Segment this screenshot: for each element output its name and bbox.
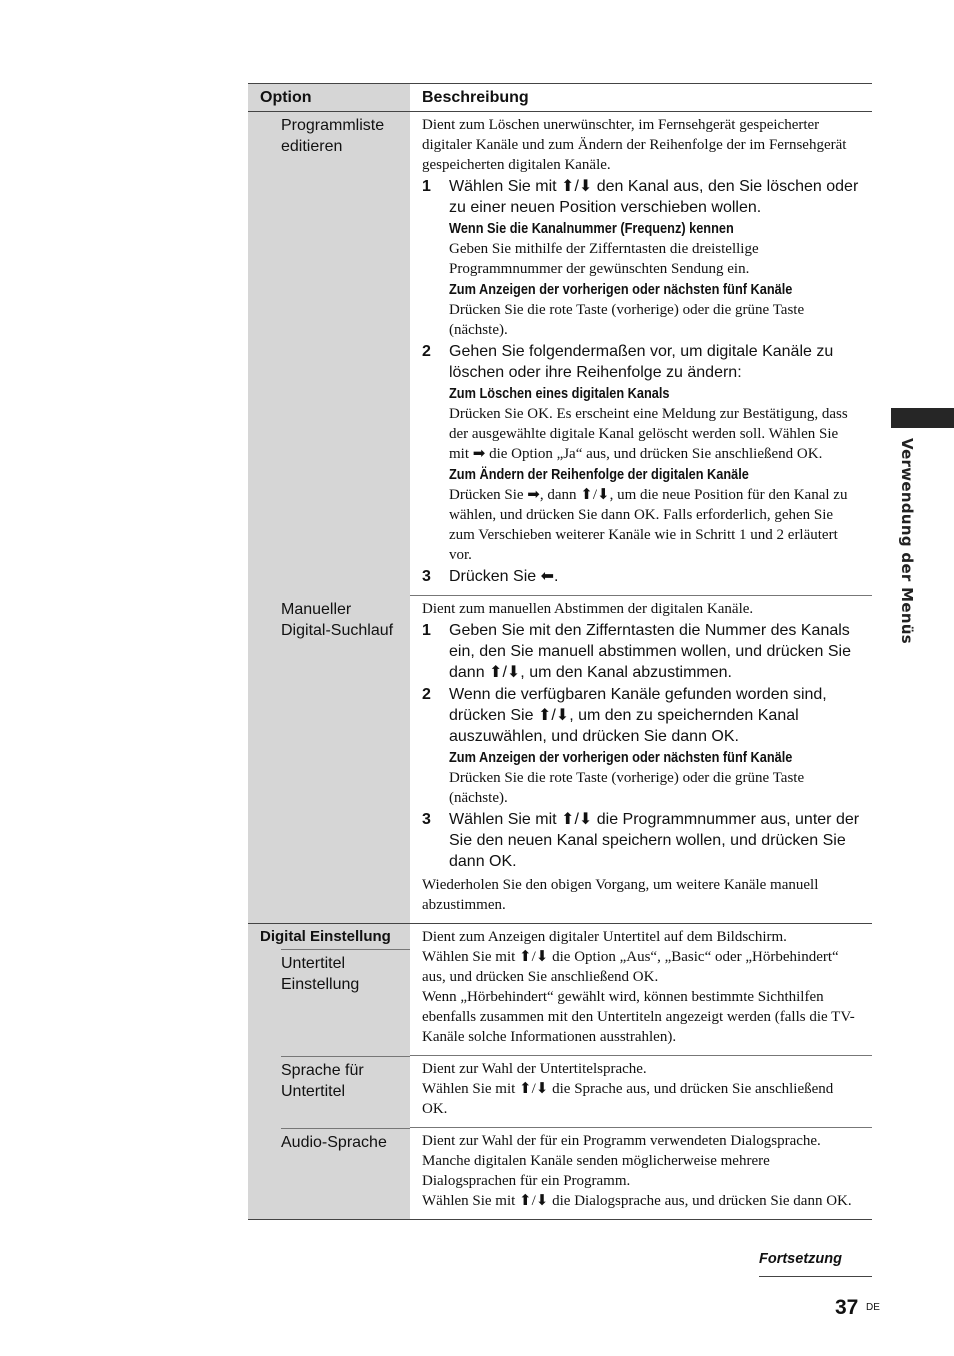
- outro-text: Wiederholen Sie den obigen Vorgang, um weitere Kanäle manuell abzustimmen.: [422, 877, 819, 913]
- option-manueller: Manueller Digital-Suchlauf: [281, 600, 394, 639]
- subheading: Wenn Sie die Kanalnummer (Frequenz) kennen: [449, 221, 734, 237]
- desc-text: Wählen Sie mit ⬆/⬇ die Dialogsprache aus, und drücken Sie dann OK.: [422, 1193, 852, 1209]
- page-language-suffix: DE: [866, 1302, 880, 1313]
- step-number: 1: [422, 178, 431, 195]
- desc-text: Wählen Sie mit ⬆/⬇ die Option „Aus“, „Basic“ oder „Hörbehindert“ aus, und drücken Sie anschließend OK.: [422, 949, 839, 985]
- intro-text: Dient zum Löschen unerwünschter, im Fernsehgerät gespeicherter digitaler Kanäle und zum Ändern der Reihenfolge der im Fernsehgerät gespeicherten digitalen Kanäle.: [422, 117, 847, 173]
- page-number: 37: [835, 1296, 859, 1319]
- option-untertitel: Untertitel Einstellung: [281, 955, 360, 993]
- desc-text: Wählen Sie mit ⬆/⬇ die Sprache aus, und drücken Sie anschließend OK.: [422, 1081, 834, 1117]
- step-item: [422, 620, 860, 683]
- footer-rule: [759, 1276, 872, 1277]
- row-manueller: [248, 596, 872, 924]
- step-number: 3: [422, 568, 431, 585]
- step-text: Geben Sie mit den Zifferntasten die Nummer des Kanals ein, den Sie manuell abstimmen wollen, und drücken Sie dann ⬆/⬇, um den Kanal abzustimmen.: [449, 622, 852, 681]
- description-manueller: [410, 596, 872, 924]
- desc-text: Wenn „Hörbehindert“ gewählt wird, können bestimmte Sichthilfen ebenfalls zusammen mit den Untertiteln angezeigt werden (falls die TV-Kanäle solche Informationen ausstrahlen).: [422, 989, 855, 1045]
- section-tab-marker: [891, 408, 954, 428]
- subheading: Zum Löschen eines digitalen Kanals: [449, 386, 670, 402]
- section-title-vertical: Verwendung der Menüs: [898, 438, 916, 645]
- step-text: Drücken Sie ⬅.: [449, 568, 559, 585]
- step-item: [422, 684, 860, 808]
- desc-text: Dient zur Wahl der für ein Programm verwendeten Dialogsprache. Manche digitalen Kanäle senden möglicherweise mehrere Dialogsprachen für ein Programm.: [422, 1133, 821, 1189]
- row-programmliste: [248, 112, 872, 596]
- step-item: [422, 341, 860, 565]
- option-audio: Audio-Sprache: [281, 1133, 387, 1151]
- step-text: Wählen Sie mit ⬆/⬇ die Programmnummer aus, unter der Sie den neuen Kanal speichern wollen, und drücken Sie dann OK.: [449, 811, 860, 870]
- description-programmliste: [410, 112, 872, 596]
- header-description: Beschreibung: [410, 84, 872, 112]
- subheading: Zum Anzeigen der vorherigen oder nächsten fünf Kanäle: [449, 282, 793, 298]
- step-text: Wenn die verfügbaren Kanäle gefunden worden sind, drücken Sie ⬆/⬇, um den zu speichernden Kanal auszuwählen, und drücken Sie dann OK.: [449, 686, 827, 745]
- row-sprache: [248, 1056, 872, 1128]
- subheading: Zum Ändern der Reihenfolge der digitalen Kanäle: [449, 467, 749, 483]
- group-digital-einstellung: Digital Einstellung: [260, 928, 391, 945]
- desc-text: Dient zur Wahl der Untertitelsprache.: [422, 1061, 647, 1077]
- row-untertitel: [248, 924, 872, 1056]
- step-number: 3: [422, 811, 431, 828]
- step-item: [422, 176, 860, 340]
- step-number: 1: [422, 622, 431, 639]
- menu-options-table: [248, 83, 872, 1220]
- step-item: [422, 809, 860, 872]
- step-text: Wählen Sie mit ⬆/⬇ den Kanal aus, den Sie löschen oder zu einer neuen Position verschieben wollen.: [449, 178, 859, 216]
- subtext: Geben Sie mithilfe der Zifferntasten die dreistellige Programmnummer der gewünschten Sendung ein.: [449, 241, 759, 277]
- description-sprache: [410, 1056, 872, 1128]
- step-number: 2: [422, 686, 431, 703]
- step-item: [422, 566, 860, 587]
- header-option: Option: [248, 84, 410, 112]
- subtext: Drücken Sie die rote Taste (vorherige) oder die grüne Taste (nächste).: [449, 302, 805, 338]
- step-text: Gehen Sie folgendermaßen vor, um digitale Kanäle zu löschen oder ihre Reihenfolge zu ändern:: [449, 343, 834, 381]
- intro-text: Dient zum manuellen Abstimmen der digitalen Kanäle.: [422, 601, 754, 617]
- subtext: Drücken Sie die rote Taste (vorherige) oder die grüne Taste (nächste).: [449, 770, 805, 806]
- option-sprache: Sprache für Untertitel: [281, 1061, 364, 1100]
- subtext: Drücken Sie OK. Es erscheint eine Meldung zur Bestätigung, dass der ausgewählte digitale Kanal gelöscht werden soll. Wählen Sie mit ➡ die Option „Ja“ aus, und drücken Sie anschließend OK.: [449, 406, 848, 462]
- option-programmliste: Programmliste editieren: [281, 117, 385, 155]
- subtext: Drücken Sie ➡, dann ⬆/⬇, um die neue Position für den Kanal zu wählen, und drücken Sie dann OK. Falls erforderlich, gehen Sie zum Verschieben weiterer Kanäle wie in Schritt 1 und 2 erläutert vor.: [449, 487, 848, 563]
- desc-text: Dient zum Anzeigen digitaler Untertitel auf dem Bildschirm.: [422, 929, 787, 945]
- description-untertitel: [410, 924, 872, 1056]
- continued-label: Fortsetzung: [759, 1251, 842, 1267]
- row-audio: [248, 1128, 872, 1220]
- description-audio: [410, 1128, 872, 1220]
- step-number: 2: [422, 343, 431, 360]
- subheading: Zum Anzeigen der vorherigen oder nächsten fünf Kanäle: [449, 750, 793, 766]
